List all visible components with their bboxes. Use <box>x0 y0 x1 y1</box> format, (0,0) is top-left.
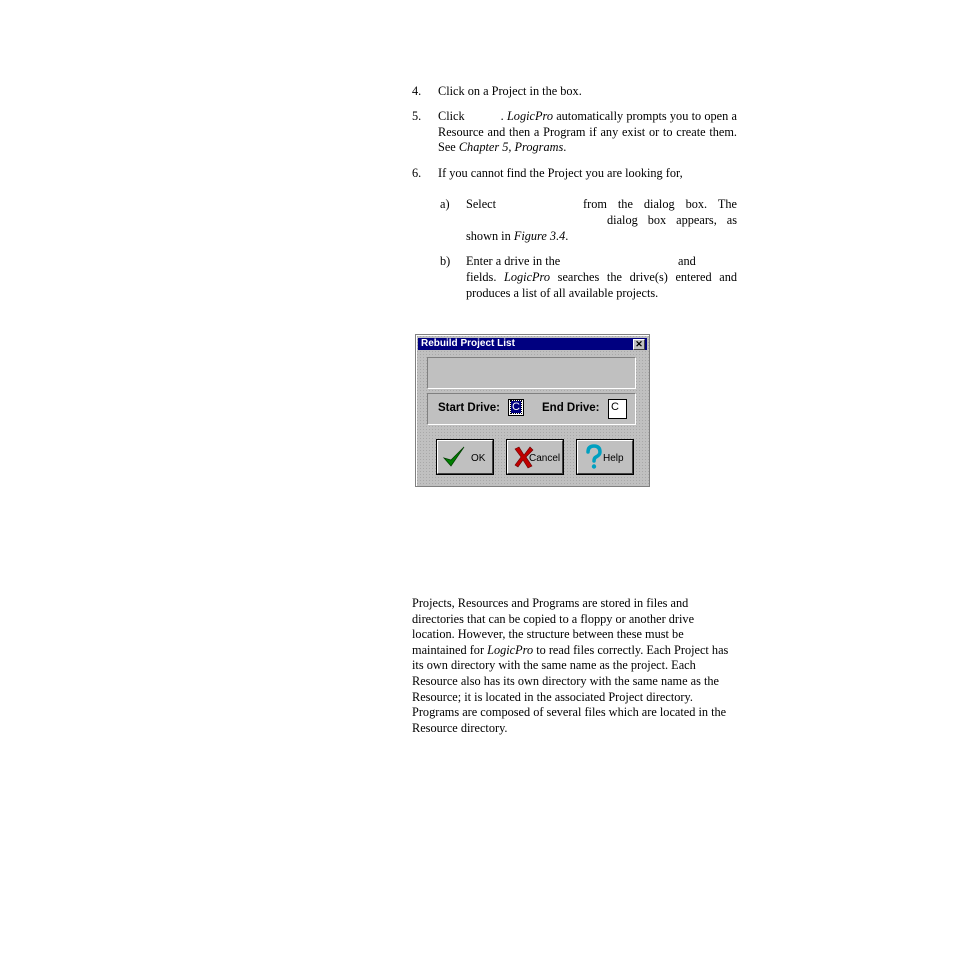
start-drive-value: C <box>512 401 520 413</box>
rebuild-project-list-dialog <box>415 334 650 487</box>
dialog-title: Rebuild Project List <box>421 338 515 349</box>
start-drive-input[interactable] <box>508 399 524 416</box>
substep-a-appears: dialog box appears, as <box>607 213 737 227</box>
ok-label: OK <box>471 453 486 464</box>
substep-a-shown <box>466 229 568 245</box>
step-4-number: 4. <box>412 84 422 98</box>
cancel-button[interactable] <box>507 440 563 474</box>
step-6-number: 6. <box>412 166 422 180</box>
substep-b-and: and <box>678 254 696 268</box>
step-5-number: 5. <box>412 109 422 123</box>
step-6-text: If you cannot find the Project you are looking for, <box>438 166 683 180</box>
substep-a-select: Select <box>466 197 497 211</box>
step-4-text: Click on a Project in the box. <box>438 84 582 98</box>
substep-a-from: from the dialog box. The <box>583 197 737 211</box>
step-5-text <box>438 109 737 156</box>
substep-a-label: a) <box>440 197 450 211</box>
dialog-titlebar <box>418 338 647 350</box>
step-5-app: LogicPro <box>506 109 553 123</box>
paragraph-part-2: to read files correctly. Each Project has its own directory with the same name as the project. Each Resource also has its own directory with the same name as the Resource; it is located in the associated Project directory. Programs are composed of several files which are located in the Resource directory. <box>412 642 729 735</box>
cancel-label: Cancel <box>529 453 561 464</box>
step-5-end: . <box>563 140 567 155</box>
end-drive-label: End Drive: <box>542 402 600 414</box>
step-5-period: . <box>500 109 507 123</box>
paragraph-part-1: Projects, Resources and Programs are stored in files and directories that can be copied to a floppy or another drive location. However, the structure between these must be maintained for <box>412 596 695 657</box>
close-button[interactable]: ✕ <box>633 339 645 350</box>
start-drive-label: Start Drive: <box>438 402 500 414</box>
step-5-click: Click <box>438 109 465 123</box>
help-label: Help <box>603 453 624 464</box>
substep-b-label: b) <box>440 254 451 268</box>
status-panel <box>427 357 636 389</box>
directory-structure-paragraph <box>412 596 736 736</box>
check-icon <box>442 444 466 470</box>
step-5-ref: Chapter 5, Programs <box>458 140 564 155</box>
paragraph-app: LogicPro <box>487 642 534 657</box>
step-5-desc: automatically prompts you to open a Resource and then a Program if any exist or to create them. See <box>438 109 737 155</box>
help-button[interactable] <box>577 440 633 474</box>
substep-b-app: LogicPro <box>504 270 551 284</box>
substep-b-desc: searches the drive(s) entered and produces a list of all available projects. <box>466 270 738 300</box>
substep-b-text <box>466 270 737 301</box>
end-drive-input[interactable]: C <box>608 399 627 419</box>
drive-panel <box>427 393 636 425</box>
substep-a-ref: Figure 3.4 <box>513 229 566 243</box>
substep-b-enter: Enter a drive in the <box>466 254 561 268</box>
substep-a-shown-text: shown in <box>466 229 514 243</box>
ok-button[interactable] <box>437 440 493 474</box>
substep-a-end: . <box>565 229 569 243</box>
substep-b-fields: fields. <box>466 270 505 284</box>
